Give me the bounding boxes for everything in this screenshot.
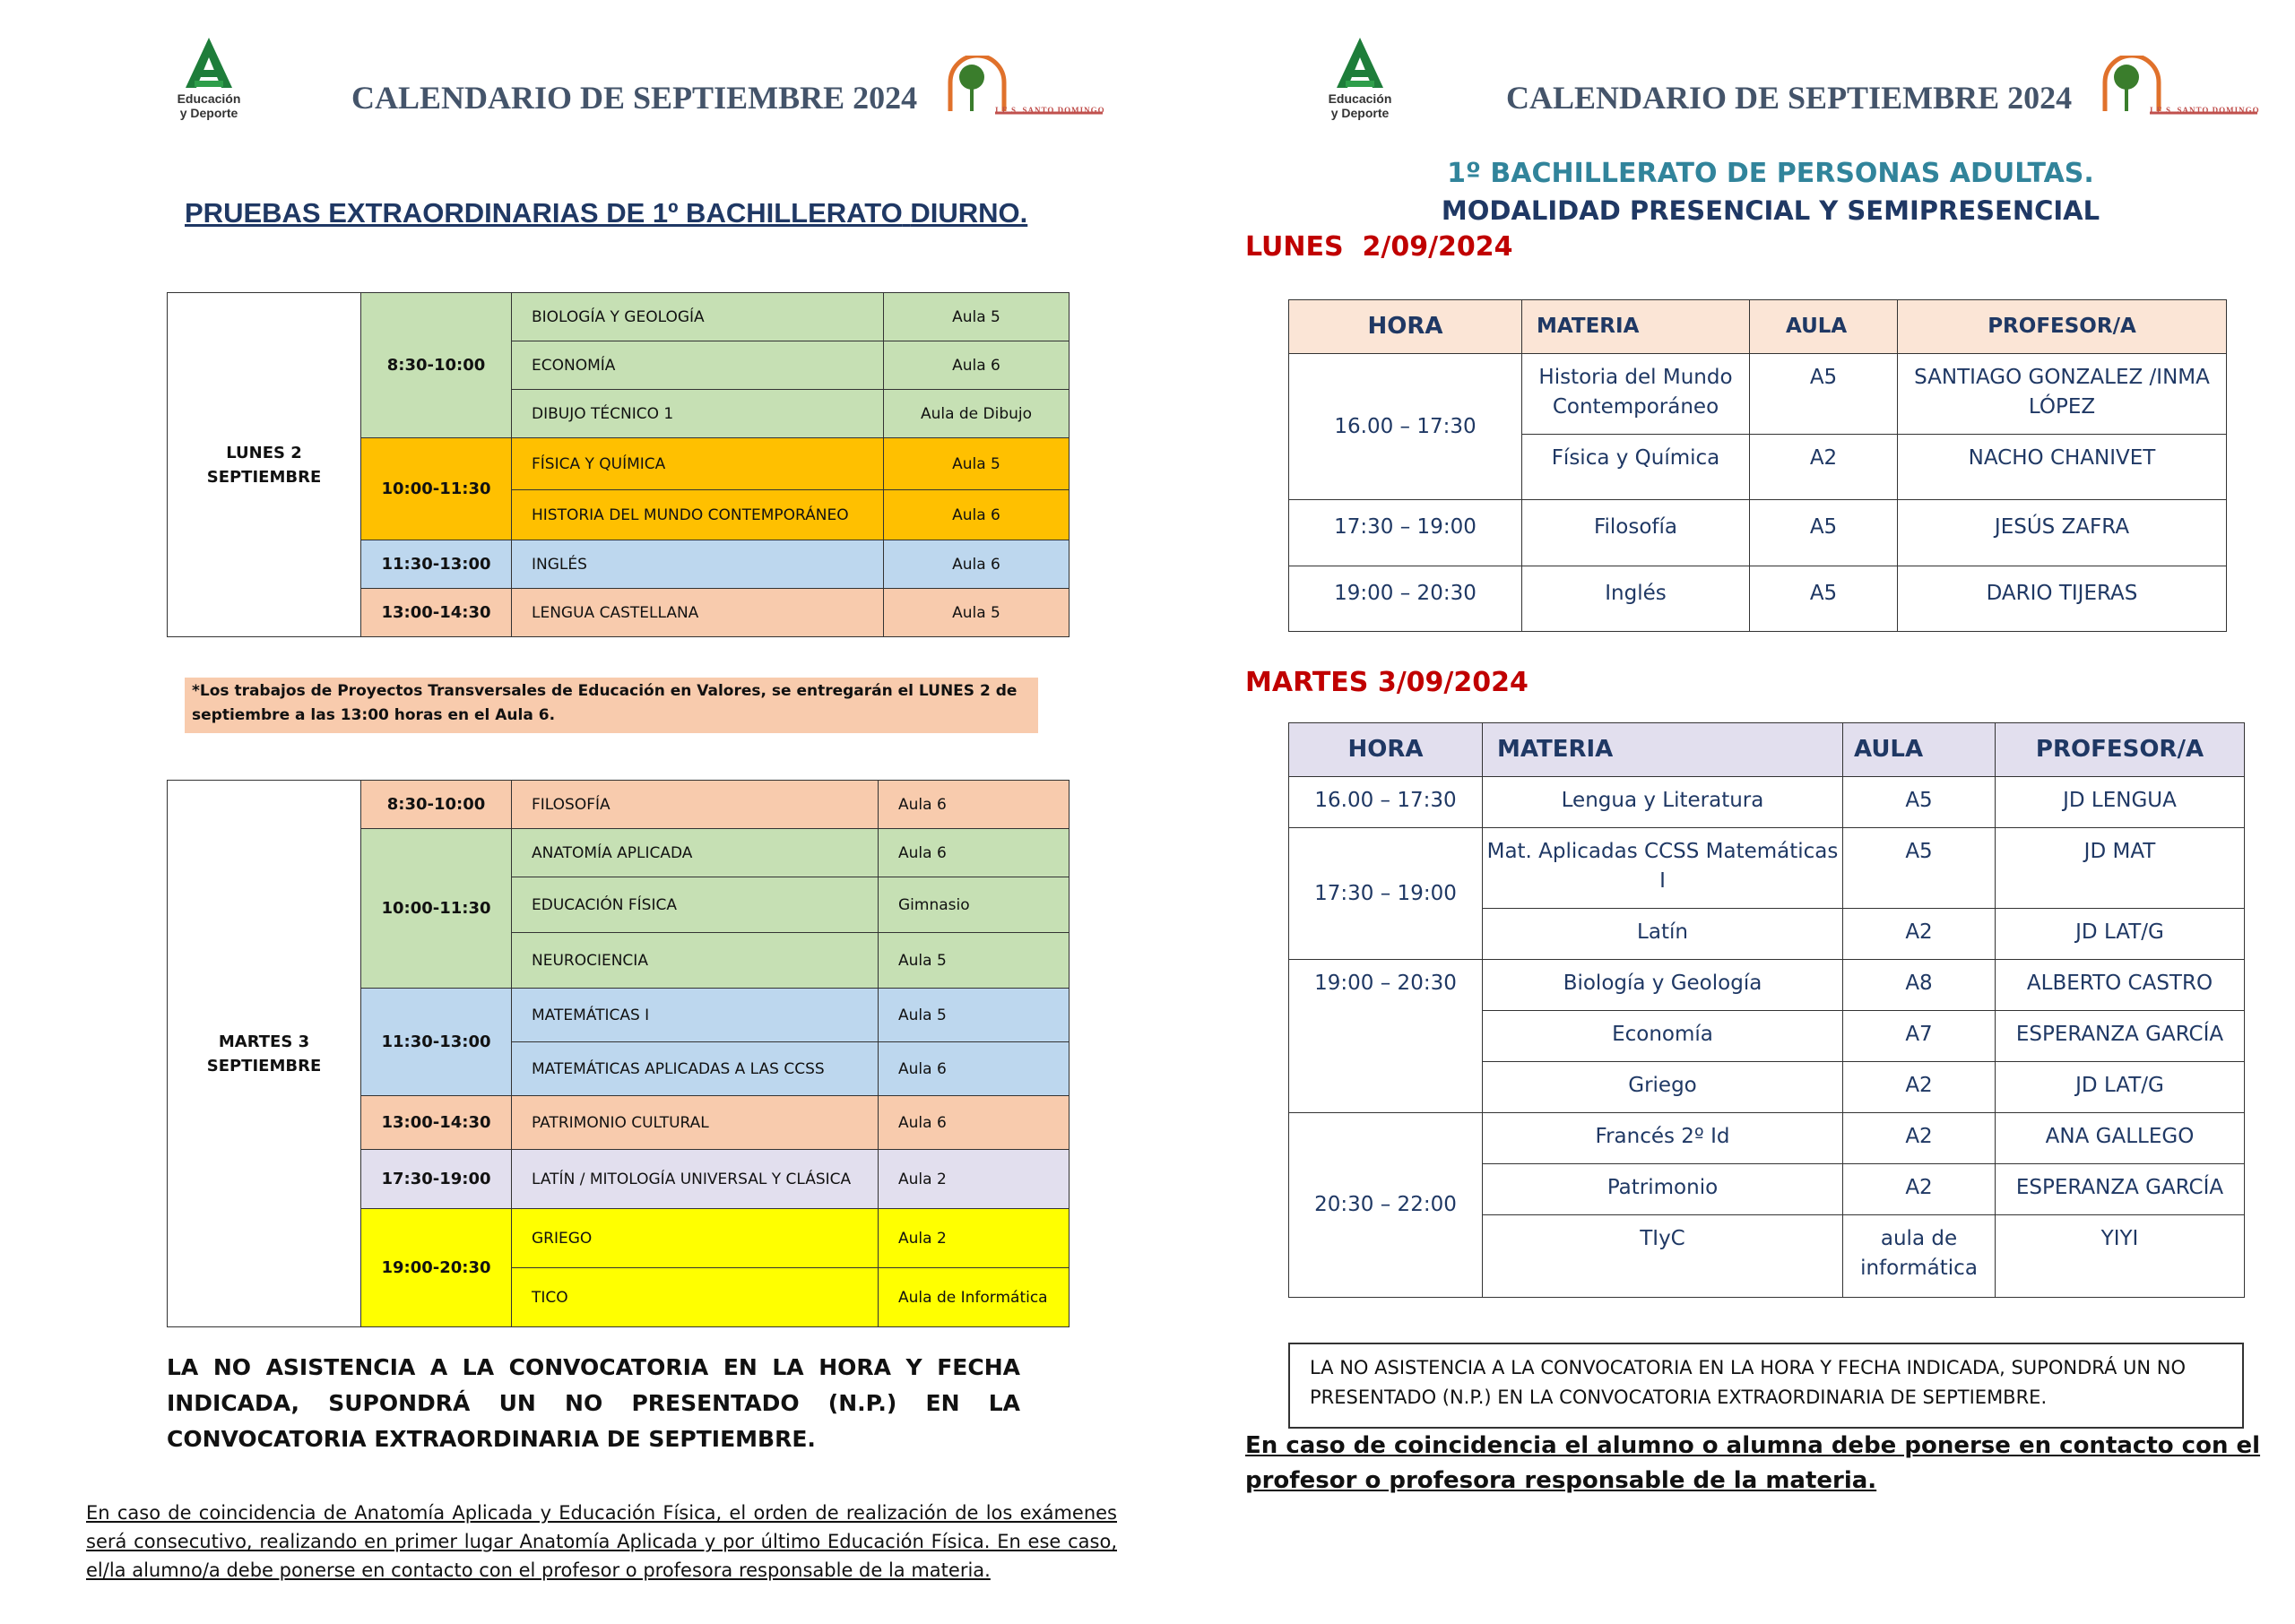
room-cell: Aula 6 (884, 540, 1070, 589)
room-cell: A2 (1843, 909, 1996, 960)
teacher-cell: ESPERANZA GARCÍA (1996, 1011, 2245, 1062)
tuesday-exam-table (167, 780, 1070, 1327)
room-cell: A2 (1843, 1164, 1996, 1215)
teacher-cell: JESÚS ZAFRA (1898, 500, 2227, 566)
school-logo-right (2098, 56, 2259, 127)
hour-cell: 8:30-10:00 (361, 781, 512, 829)
subject-cell: Inglés (1522, 566, 1750, 632)
hour-cell: 11:30-13:00 (361, 540, 512, 589)
modality-title: MODALIDAD PRESENCIAL Y SEMIPRESENCIAL (1441, 195, 2100, 226)
table-row (1289, 777, 2245, 828)
room-cell: Aula 6 (884, 341, 1070, 390)
room-cell: Aula de Dibujo (884, 390, 1070, 438)
room-cell: A7 (1843, 1011, 1996, 1062)
school-name: I.E.S. SANTO DOMINGO (995, 106, 1105, 115)
col-room: AULA (1750, 300, 1898, 354)
monday-label: LUNES 2/09/2024 (1245, 231, 1513, 263)
room-cell: A5 (1843, 828, 1996, 909)
room-cell: A5 (1750, 354, 1898, 435)
subject-cell: Filosofía (1522, 500, 1750, 566)
subject-cell: PATRIMONIO CULTURAL (512, 1096, 879, 1150)
subject-cell: Mat. Aplicadas CCSS Matemáticas I (1483, 828, 1843, 909)
subject-cell: Griego (1483, 1062, 1843, 1113)
school-name: I.E.S. SANTO DOMINGO (2150, 106, 2260, 115)
teacher-cell: JD LENGUA (1996, 777, 2245, 828)
subject-cell: LENGUA CASTELLANA (512, 589, 884, 637)
tuesday-label: MARTES 3/09/2024 (1245, 667, 1529, 698)
teacher-cell: JD LAT/G (1996, 909, 2245, 960)
room-cell: A5 (1750, 500, 1898, 566)
junta-logo (160, 36, 258, 134)
hour-cell: 10:00-11:30 (361, 438, 512, 540)
subject-cell: EDUCACIÓN FÍSICA (512, 877, 879, 933)
teacher-cell: YIYI (1996, 1215, 2245, 1298)
room-cell: Aula 2 (879, 1150, 1070, 1209)
school-logo (943, 56, 1104, 127)
page-title: CALENDARIO DE SEPTIEMBRE 2024 (351, 80, 918, 116)
col-teacher: PROFESOR/A (1996, 723, 2245, 777)
table-header-row (1289, 300, 2227, 354)
table-row (1289, 566, 2227, 632)
col-subject: MATERIA (1522, 300, 1750, 354)
table-row (1289, 500, 2227, 566)
subject-cell: MATEMÁTICAS I (512, 989, 879, 1042)
subject-cell: Francés 2º Id (1483, 1113, 1843, 1164)
room-cell: A2 (1750, 435, 1898, 500)
room-cell: Aula 6 (879, 1042, 1070, 1096)
teacher-cell: JD LAT/G (1996, 1062, 2245, 1113)
room-cell: A2 (1843, 1113, 1996, 1164)
title-main: PRUEBAS EXTRAORDINARIAS DE 1º BACHILLERATO (185, 197, 903, 229)
subject-cell: Biología y Geología (1483, 960, 1843, 1011)
room-cell: A5 (1843, 777, 1996, 828)
hour-cell: 19:00-20:30 (361, 1209, 512, 1327)
room-cell: A8 (1843, 960, 1996, 1011)
hour-cell: 20:30 – 22:00 (1289, 1113, 1483, 1298)
teacher-cell: DARIO TIJERAS (1898, 566, 2227, 632)
teacher-cell: NACHO CHANIVET (1898, 435, 2227, 500)
subject-cell: Lengua y Literatura (1483, 777, 1843, 828)
subject-cell: TIyC (1483, 1215, 1843, 1298)
col-hour: HORA (1289, 300, 1522, 354)
subject-cell: ANATOMÍA APLICADA (512, 829, 879, 877)
junta-a-icon (1333, 36, 1387, 91)
hour-cell: 11:30-13:00 (361, 989, 512, 1096)
table-row (1289, 828, 2245, 909)
subject-cell: ECONOMÍA (512, 341, 884, 390)
hour-cell: 19:00 – 20:30 (1289, 960, 1483, 1113)
room-cell: Aula 5 (884, 293, 1070, 341)
col-subject: MATERIA (1483, 723, 1843, 777)
hour-cell: 10:00-11:30 (361, 829, 512, 989)
hour-cell: 8:30-10:00 (361, 293, 512, 438)
room-cell: A2 (1843, 1062, 1996, 1113)
hour-cell: 17:30 – 19:00 (1289, 500, 1522, 566)
logo-text: Educación y Deporte (177, 91, 241, 120)
day-cell: MARTES 3 SEPTIEMBRE (168, 781, 361, 1327)
junta-a-icon (182, 36, 236, 91)
room-cell: Aula 2 (879, 1209, 1070, 1268)
subject-cell: Historia del Mundo Contemporáneo (1522, 354, 1750, 435)
hour-cell: 19:00 – 20:30 (1289, 566, 1522, 632)
absence-warning: LA NO ASISTENCIA A LA CONVOCATORIA EN LA HORA Y FECHA INDICADA, SUPONDRÁ UN NO PRESENTADO (N.P.) EN LA CONVOCATORIA EXTRAORDINARIA DE SEPTIEMBRE. (167, 1354, 1020, 1452)
teacher-cell: SANTIAGO GONZALEZ /INMA LÓPEZ (1898, 354, 2227, 435)
room-cell: A5 (1750, 566, 1898, 632)
coincidence-footnote: En caso de coincidencia de Anatomía Aplicada y Educación Física, el orden de realización de los exámenes será consecutivo, realizando en primer lugar Anatomía Aplicada y por último Educación Física. En ese caso, el/la alumno/a debe ponerse en contacto con el profesor o profesora responsable de la materia. (86, 1502, 1117, 1581)
subject-cell: NEUROCIENCIA (512, 933, 879, 989)
hour-cell: 16.00 – 17:30 (1289, 354, 1522, 500)
subject-cell: MATEMÁTICAS APLICADAS A LAS CCSS (512, 1042, 879, 1096)
monday-adult-table (1288, 299, 2227, 632)
hour-cell: 13:00-14:30 (361, 589, 512, 637)
room-cell: Aula 5 (884, 438, 1070, 490)
tuesday-adult-table (1288, 722, 2245, 1298)
coincidence-footnote-right: En caso de coincidencia el alumno o alumna debe ponerse en contacto con el profesor o profesora responsable de la materia. (1245, 1432, 2261, 1494)
page-title-right: CALENDARIO DE SEPTIEMBRE 2024 (1506, 80, 2073, 116)
table-row (1289, 960, 2245, 1011)
subject-cell: Patrimonio (1483, 1164, 1843, 1215)
logo-text: Educación y Deporte (1328, 91, 1392, 120)
room-cell: Aula 6 (879, 781, 1070, 829)
table-row (1289, 1113, 2245, 1164)
room-cell: Gimnasio (879, 877, 1070, 933)
hour-cell: 17:30 – 19:00 (1289, 828, 1483, 960)
subject-cell: DIBUJO TÉCNICO 1 (512, 390, 884, 438)
col-hour: HORA (1289, 723, 1483, 777)
room-cell: Aula 5 (879, 989, 1070, 1042)
day-cell: LUNES 2 SEPTIEMBRE (168, 293, 361, 637)
absence-warning-right: LA NO ASISTENCIA A LA CONVOCATORIA EN LA HORA Y FECHA INDICADA, SUPONDRÁ UN NO PRESENTADO (N.P.) EN LA CONVOCATORIA EXTRAORDINARIA DE SEPTIEMBRE. (1288, 1343, 2244, 1429)
col-teacher: PROFESOR/A (1898, 300, 2227, 354)
hour-cell: 17:30-19:00 (361, 1150, 512, 1209)
subject-cell: TICO (512, 1268, 879, 1327)
room-cell: Aula de Informática (879, 1268, 1070, 1327)
teacher-cell: ANA GALLEGO (1996, 1113, 2245, 1164)
table-row (1289, 354, 2227, 435)
room-cell: Aula 6 (879, 829, 1070, 877)
room-cell: Aula 6 (884, 490, 1070, 540)
projects-note: *Los trabajos de Proyectos Transversales de Educación en Valores, se entregarán el LUNES 2 de septiembre a las 13:00 horas en el Aula 6. (185, 678, 1038, 733)
hour-cell: 16.00 – 17:30 (1289, 777, 1483, 828)
hour-cell: 13:00-14:30 (361, 1096, 512, 1150)
col-room: AULA (1843, 723, 1996, 777)
subject-cell: GRIEGO (512, 1209, 879, 1268)
adult-bach-title: 1º BACHILLERATO DE PERSONAS ADULTAS. (1447, 158, 2094, 189)
subject-cell: LATÍN / MITOLOGÍA UNIVERSAL Y CLÁSICA (512, 1150, 879, 1209)
subject-cell: HISTORIA DEL MUNDO CONTEMPORÁNEO (512, 490, 884, 540)
subject-cell: Economía (1483, 1011, 1843, 1062)
monday-exam-table (167, 292, 1070, 637)
room-cell: Aula 6 (879, 1096, 1070, 1150)
subject-cell: Física y Química (1522, 435, 1750, 500)
teacher-cell: JD MAT (1996, 828, 2245, 909)
room-cell: Aula 5 (879, 933, 1070, 989)
subject-cell: Latín (1483, 909, 1843, 960)
subject-cell: FILOSOFÍA (512, 781, 879, 829)
subject-cell: FÍSICA Y QUÍMICA (512, 438, 884, 490)
title-diurno: DIURNO. (910, 197, 1028, 229)
teacher-cell: ESPERANZA GARCÍA (1996, 1164, 2245, 1215)
room-cell: Aula 5 (884, 589, 1070, 637)
junta-logo-right (1311, 36, 1409, 134)
subject-cell: INGLÉS (512, 540, 884, 589)
table-row (168, 293, 1070, 341)
teacher-cell: ALBERTO CASTRO (1996, 960, 2245, 1011)
subject-cell: BIOLOGÍA Y GEOLOGÍA (512, 293, 884, 341)
table-header-row (1289, 723, 2245, 777)
table-row (168, 781, 1070, 829)
room-cell: aula de informática (1843, 1215, 1996, 1298)
